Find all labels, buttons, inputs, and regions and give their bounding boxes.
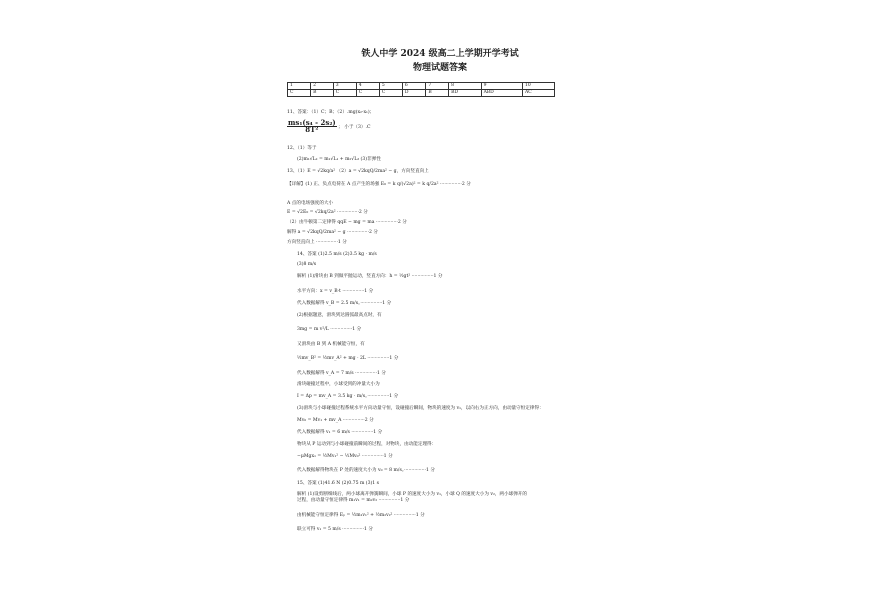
question-number-row [288,83,555,90]
question-number: 2 [311,83,334,90]
question-number: 10 [523,83,555,90]
answer-14-formula: Mv₀ = Mv₁ + mv_A ···············2 分 [297,418,374,423]
answer-14-text: 解析 (1)滑块由 B 到做平抛运动，竖直方向：h = ½gt² ···············1 分 [297,274,443,279]
fraction [287,120,337,133]
answer-11-line: 11、答案：（1）C；B；（2）.mg(x₂-x₁)； [287,110,375,115]
answer-14-formula: 3mg = m v²/L ···············1 分 [297,327,362,332]
answer-13-detail: 【详解】(1) 正、负点电荷在 A 点产生的场强 E₀ = k q/(√2a)² = k q/2a² ···············2 分 [287,182,471,187]
answer-13-formula: 解得 a = √2kqQ/2ma² − g ···············2 分 [287,230,378,235]
document-subtitle: 物理试题答案 [412,63,467,73]
question-number: 4 [356,83,379,90]
answer-cell: BD [449,90,482,97]
answer-cell: B [311,90,334,97]
question-number: 5 [379,83,402,90]
answer-15-text: 联立可得 v₁ = 5 m/s ···············1 分 [297,527,374,532]
answer-14-line: (3)8 m/s [297,262,317,267]
question-number: 3 [333,83,356,90]
question-number: 7 [426,83,449,90]
answer-cell: B [426,90,449,97]
answer-14-text: 滑块碰撞过程中，小球受到的冲量大小为 [297,382,380,387]
answer-15-text: 解析 (1)设剪断细线后，两小球离开弹簧瞬间，小球 P 的速度大小为 v₁，小球 Q 的速度大小为 v₂，两小球弹开的过程，由动量守恒定律得 m₁v₁ = m₂v₂ ···············1 分 [297,492,527,503]
answer-cell: C [288,90,311,97]
answer-11-tail: ； 小于（3）.C [338,125,371,130]
answer-11-formula [287,120,371,133]
answer-14-text: (3)滑块与小球碰撞过程系统水平方向动量守恒，设碰撞后瞬间，物块的速度为 v₁，以向右为正方向，由动量守恒定律得： [297,406,544,411]
answer-sheet-page [270,30,610,590]
answer-14-formula: −μMgx₁ = ½Mv₁² − ½Mv₀² ···············1 分 [297,454,393,459]
answer-12-formula: (2)m₁√L₂ = m₁√L₁ + m₂√L₃ (3)非弹性 [297,157,381,162]
answer-cell: C [356,90,379,97]
answer-14-text: 物块从 P 运动到与小球碰撞前瞬间的过程，对物块，由动能定理得： [297,442,437,447]
question-number: 1 [288,83,311,90]
answer-13-text: 方向竖直向上 ···············1 分 [287,240,347,245]
answer-12-line: 12、（1）等于 [287,146,317,151]
answer-13-line: 13、（1）E = √2kq/a² （2）a = √2kqQ/2ma² − g，方向竖直向上 [287,169,429,174]
question-number: 6 [402,83,425,90]
question-number: 9 [481,83,522,90]
answer-cell: C [379,90,402,97]
answer-row [288,90,555,97]
answer-14-text: 代入数据解得 v_B = 2.5 m/s。···············1 分 [297,301,392,306]
answer-14-line: 14、答案 (1)2.5 m/s (2)3.5 kg · m/s [297,252,377,257]
answer-cell: AC [523,90,555,97]
answer-13-text: A 点的电场强度的大小 [287,201,334,206]
answer-13-formula: E = √2E₀ = √2kq/2a² ···············2 分 [287,210,368,215]
answer-14-text: 代入数据解得物块在 P 处的速度大小为 v₀ = 8 m/s。···············1 分 [297,468,435,473]
answer-cell: C [333,90,356,97]
answer-14-text: 又滑块由 B 到 A 机械能守恒，有 [297,342,365,347]
answer-14-text: 水平方向：x = v_B·t ···············1 分 [297,289,374,294]
answer-table [287,82,555,97]
fraction-denominator: 8T² [305,125,319,134]
document-title: 铁人中学 2024 级高二上学期开学考试 [361,49,519,59]
answer-14-text: (2)根据题意，滑块到达圆弧最高点时，有 [297,313,382,318]
answer-15-line: 15、答案 (1)41.6 N (2)0.75 m (3)1 s [297,481,380,486]
answer-14-text: 代入数据解得 v₁ = 6 m/s ···············1 分 [297,430,383,435]
question-number: 8 [449,83,482,90]
answer-14-formula: ½mv_B² = ½mv_A² + mg · 2L ···············1 分 [297,356,399,361]
answer-14-text: 代入数据解得 v_A = 7 m/s ···············1 分 [297,371,386,376]
answer-13-text: （2）由牛顿第二定律得 qqE − mg = ma ···············2 分 [287,220,407,225]
answer-cell: D [402,90,425,97]
answer-cell: ABD [481,90,522,97]
answer-15-formula: 由机械能守恒定律得 Eₚ = ½m₁v₁² + ½m₂v₂² ···············1 分 [297,513,425,518]
fraction-numerator: ms₁(s₄ - 2s₂) [288,118,336,127]
answer-14-formula: I = Δp = mv_A = 3.5 kg · m/s。···············1 分 [297,394,399,399]
